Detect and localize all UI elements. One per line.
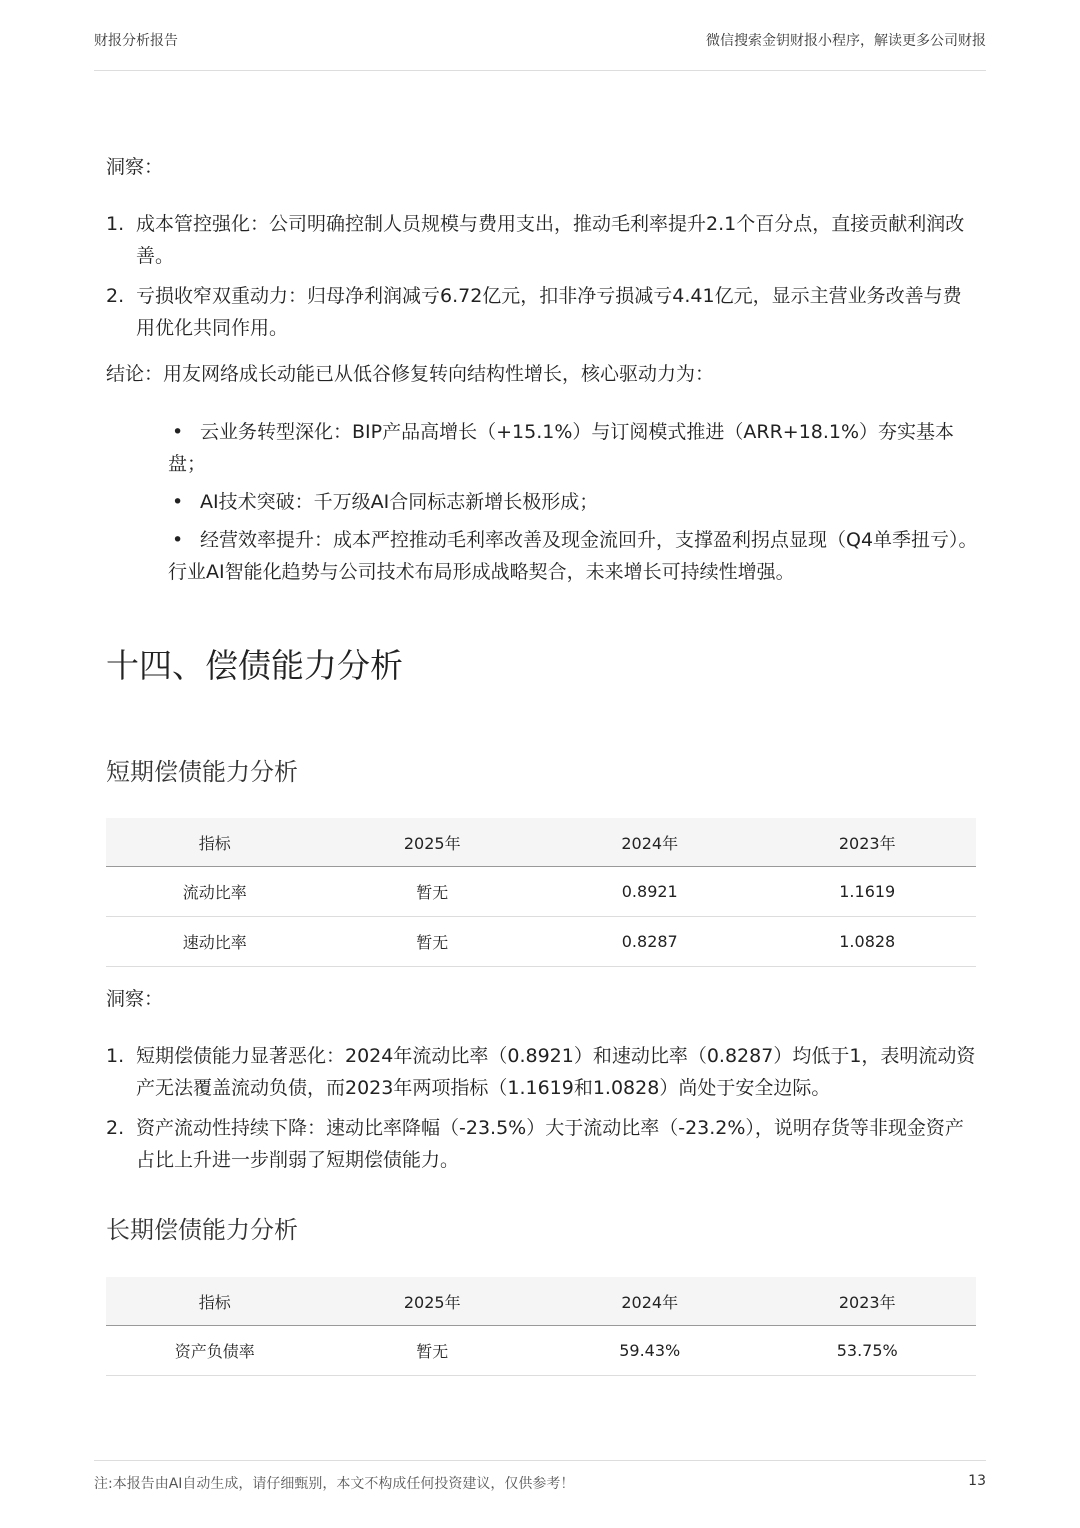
table-row [106, 917, 976, 967]
disclaimer: 注:本报告由AI自动生成，请仔细甄别，本文不构成任何投资建议，仅供参考！ [94, 1476, 575, 1492]
bullet-text: 云业务转型深化：BIP产品高增长（+15.1%）与订阅模式推进（ARR+18.1%）夯实基本盘； [168, 421, 955, 475]
bullet-item [168, 416, 978, 480]
insights-label: 洞察： [106, 988, 164, 1010]
table-cell: 0.8921 [541, 867, 759, 917]
table-cell: 1.0828 [759, 917, 977, 967]
list-text: 资产流动性持续下降：速动比率降幅（-23.5%）大于流动比率（-23.2%），说明存货等非现金资产占比上升进一步削弱了短期偿债能力。 [136, 1117, 964, 1171]
long-term-table [106, 1277, 976, 1376]
table-cell: 0.8287 [541, 917, 759, 967]
table-cell: 速动比率 [106, 917, 324, 967]
table-header-row [106, 818, 976, 867]
table-cell: 53.75% [759, 1326, 977, 1376]
long-term-title: 长期偿债能力分析 [106, 1216, 298, 1244]
column-header: 2023年 [759, 818, 977, 867]
list-item [106, 1040, 976, 1104]
conclusion-bullets [168, 416, 978, 594]
column-header: 2023年 [759, 1277, 977, 1326]
short-term-title: 短期偿债能力分析 [106, 758, 298, 786]
page-footer [94, 1460, 986, 1501]
page-header [94, 28, 986, 71]
bullet-text: 经营效率提升：成本严控推动毛利率改善及现金流回升，支撑盈利拐点显现（Q4单季扭亏）。行业AI智能化趋势与公司技术布局形成战略契合，未来增长可持续性增强。 [168, 529, 978, 583]
bullet-item [168, 486, 978, 518]
short-term-table [106, 818, 976, 967]
insights-label: 洞察： [106, 156, 164, 178]
list-item [106, 208, 976, 272]
insights-list [106, 1040, 976, 1184]
table-cell: 暂无 [324, 917, 542, 967]
section-title: 十四、偿债能力分析 [106, 646, 403, 685]
conclusion-text: 结论：用友网络成长动能已从低谷修复转向结构性增长，核心驱动力为： [106, 363, 715, 385]
column-header: 2024年 [541, 1277, 759, 1326]
promo-text: 微信搜索金钥财报小程序，解读更多公司财报 [706, 33, 986, 49]
table-cell: 流动比率 [106, 867, 324, 917]
column-header: 2025年 [324, 818, 542, 867]
list-item [106, 1112, 976, 1176]
list-number: 2. [106, 285, 125, 307]
table-cell: 1.1619 [759, 867, 977, 917]
column-header: 指标 [106, 1277, 324, 1326]
table-row [106, 1326, 976, 1376]
bullet-item [168, 524, 978, 588]
table-cell: 59.43% [541, 1326, 759, 1376]
list-item [106, 280, 976, 344]
list-number: 1. [106, 213, 125, 235]
page-number: 13 [968, 1473, 986, 1489]
column-header: 2025年 [324, 1277, 542, 1326]
bullet-dot: • [172, 529, 184, 551]
list-text: 亏损收窄双重动力：归母净利润减亏6.72亿元，扣非净亏损减亏4.41亿元，显示主营业务改善与费用优化共同作用。 [136, 285, 962, 339]
table-cell: 资产负债率 [106, 1326, 324, 1376]
list-number: 1. [106, 1045, 125, 1067]
column-header: 指标 [106, 818, 324, 867]
table-cell: 暂无 [324, 1326, 542, 1376]
report-title: 财报分析报告 [94, 33, 178, 49]
list-text: 短期偿债能力显著恶化：2024年流动比率（0.8921）和速动比率（0.8287）均低于1，表明流动资产无法覆盖流动负债，而2023年两项指标（1.1619和1.0828）尚处于安全边际。 [136, 1045, 976, 1099]
table-row [106, 867, 976, 917]
bullet-dot: • [172, 491, 184, 513]
table-header-row [106, 1277, 976, 1326]
list-number: 2. [106, 1117, 125, 1139]
bullet-text: AI技术突破：千万级AI合同标志新增长极形成； [200, 491, 599, 513]
insights-list [106, 208, 976, 352]
column-header: 2024年 [541, 818, 759, 867]
bullet-dot: • [172, 421, 184, 443]
list-text: 成本管控强化：公司明确控制人员规模与费用支出，推动毛利率提升2.1个百分点，直接贡献利润改善。 [136, 213, 965, 267]
table-cell: 暂无 [324, 867, 542, 917]
